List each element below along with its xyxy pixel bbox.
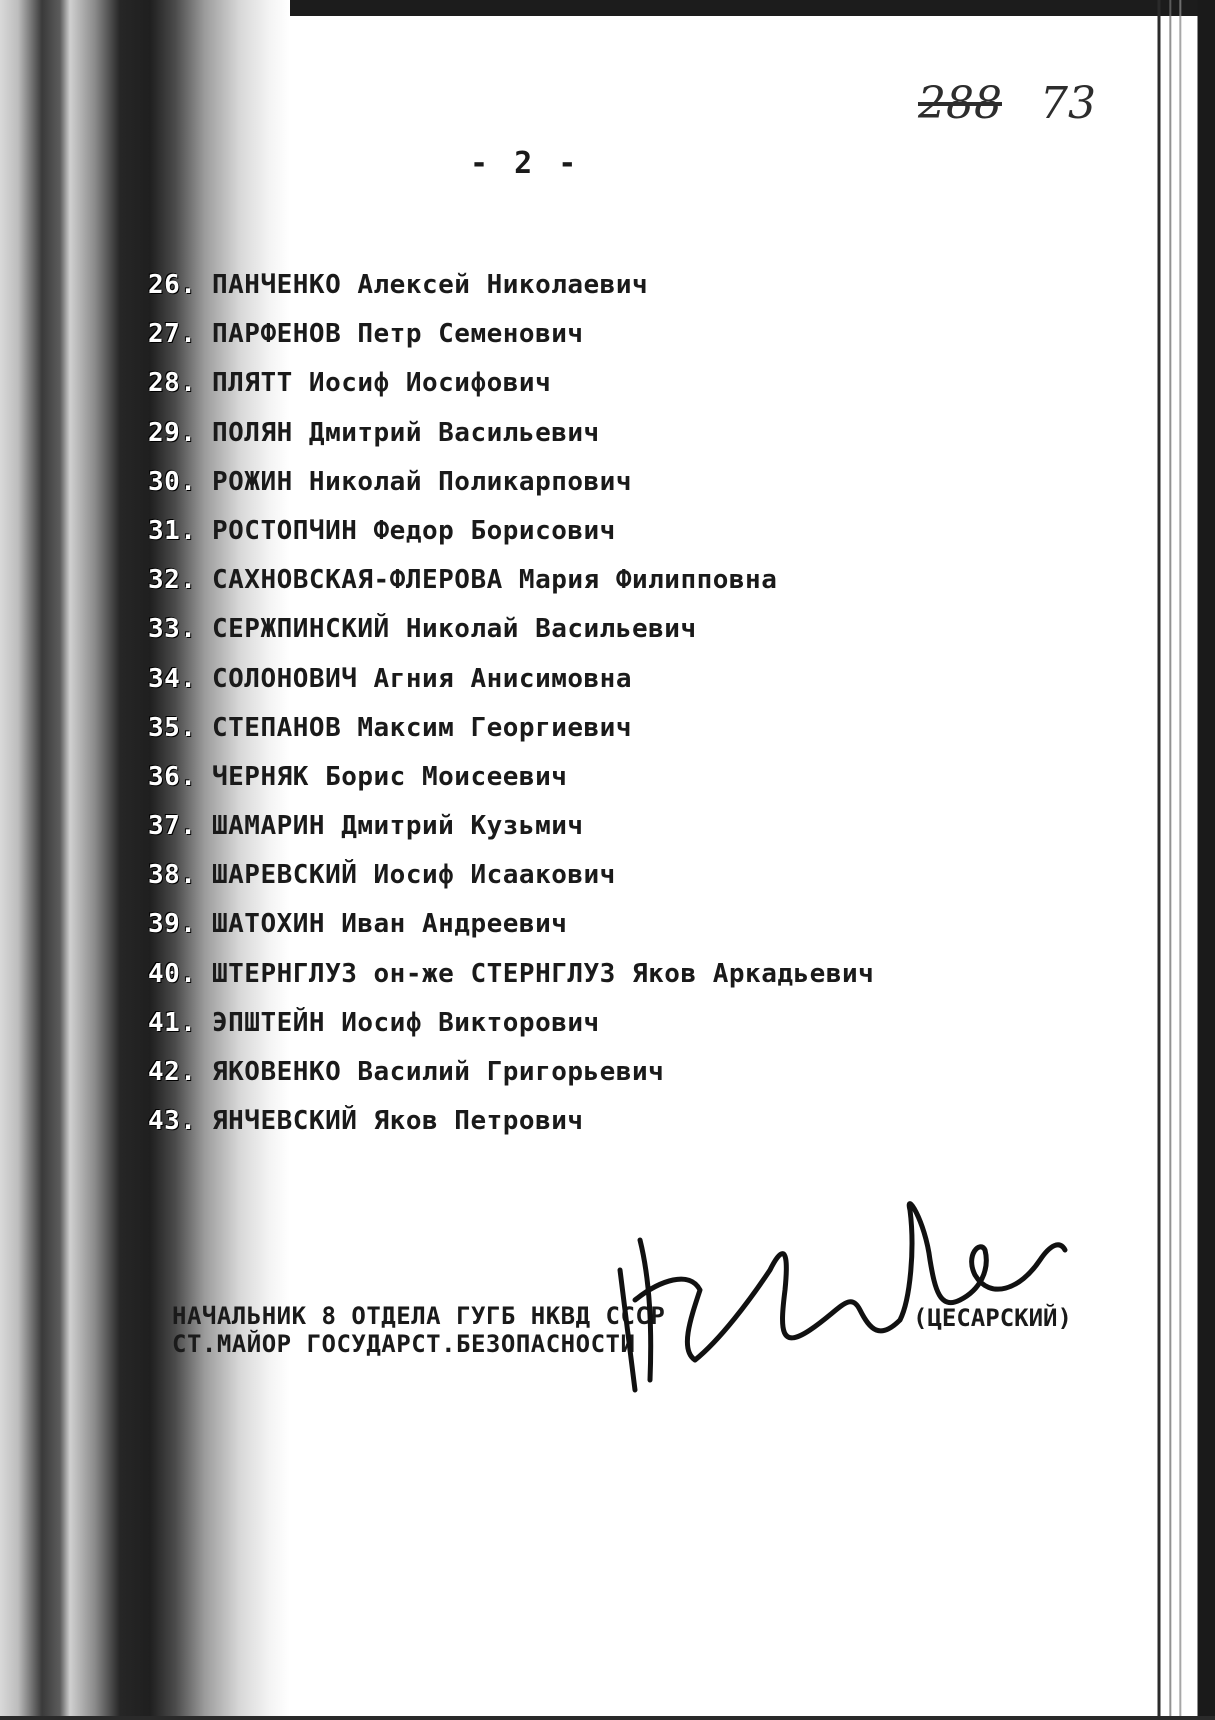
page-stack-edge — [1135, 0, 1215, 1720]
name-list — [148, 270, 1008, 1155]
list-item-name: РОЖИН Николай Поликарпович — [212, 466, 632, 497]
list-item-name: ЭПШТЕЙН Иосиф Викторович — [212, 1007, 600, 1038]
list-item-number: 31. — [148, 515, 197, 546]
list-item-name: ШАМАРИН Дмитрий Кузьмич — [212, 811, 584, 842]
list-item-number: 29. — [148, 417, 197, 448]
list-item-number: 42. — [148, 1057, 197, 1087]
handwritten-signature — [580, 1180, 1080, 1420]
list-item-name: РОСТОПЧИН Федор Борисович — [212, 515, 616, 546]
list-item — [148, 614, 1008, 663]
list-item-number: 39. — [148, 909, 197, 940]
list-item-name: СТЕПАНОВ Максим Георгиевич — [212, 712, 632, 743]
list-item — [148, 762, 1008, 811]
list-item — [148, 713, 1008, 762]
signature-title-line1: НАЧАЛЬНИК 8 ОТДЕЛА ГУГБ НКВД СССР — [172, 1302, 666, 1330]
list-item — [148, 1008, 1008, 1057]
list-item-number: 37. — [148, 811, 197, 842]
list-item — [148, 516, 1008, 565]
list-item-number: 43. — [148, 1106, 197, 1137]
list-item-name: СОЛОНОВИЧ Агния Анисимовна — [212, 663, 632, 694]
list-item — [148, 664, 1008, 713]
list-item-number: 38. — [148, 860, 197, 891]
list-item — [148, 418, 1008, 467]
signature-title-line2: СТ.МАЙОР ГОСУДАРСТ.БЕЗОПАСНОСТИ — [172, 1330, 636, 1358]
list-item-name: ЧЕРНЯК Борис Моисеевич — [212, 761, 568, 792]
folio-number-new: 73 — [1040, 78, 1096, 129]
list-item — [148, 319, 1008, 368]
list-item — [148, 909, 1008, 958]
list-item-name: СЕРЖПИНСКИЙ Николай Васильевич — [212, 614, 697, 645]
list-item-number: 28. — [148, 368, 197, 399]
list-item-number: 40. — [148, 958, 197, 989]
list-item-number: 36. — [148, 761, 197, 792]
list-item-name: ЯНЧЕВСКИЙ Яков Петрович — [212, 1106, 584, 1137]
list-item-name: ПОЛЯН Дмитрий Васильевич — [212, 417, 600, 448]
page-number: - 2 - — [470, 146, 581, 181]
signer-name: (ЦЕСАРСКИЙ) — [913, 1304, 1072, 1332]
list-item-name: ПАНЧЕНКО Алексей Николаевич — [212, 270, 649, 300]
list-item — [148, 368, 1008, 417]
list-item-name: ПЛЯТТ Иосиф Иосифович — [212, 368, 552, 399]
list-item-number: 41. — [148, 1007, 197, 1038]
list-item — [148, 565, 1008, 614]
list-item — [148, 1057, 1008, 1106]
list-item — [148, 811, 1008, 860]
list-item-number: 27. — [148, 319, 197, 350]
list-item-number: 30. — [148, 466, 197, 497]
list-item-number: 35. — [148, 712, 197, 743]
list-item-name: ЯКОВЕНКО Василий Григорьевич — [212, 1057, 665, 1087]
scan-bottom-edge — [0, 1716, 1215, 1720]
list-item — [148, 860, 1008, 909]
list-item — [148, 467, 1008, 516]
list-item-number: 33. — [148, 614, 197, 645]
list-item-number: 34. — [148, 663, 197, 694]
list-item — [148, 959, 1008, 1008]
list-item-number: 26. — [148, 270, 197, 300]
list-item-name: САХНОВСКАЯ-ФЛЕРОВА Мария Филипповна — [212, 565, 778, 596]
list-item — [148, 270, 1008, 319]
list-item-number: 32. — [148, 565, 197, 596]
list-item-name: ПАРФЕНОВ Петр Семенович — [212, 319, 584, 350]
list-item-name: ШАТОХИН Иван Андреевич — [212, 909, 568, 940]
folio-number-old: 288 — [918, 78, 1002, 129]
list-item — [148, 1106, 1008, 1155]
list-item-name: ШТЕРНГЛУЗ он-же СТЕРНГЛУЗ Яков Аркадьевич — [212, 958, 875, 989]
list-item-name: ШАРЕВСКИЙ Иосиф Исаакович — [212, 860, 616, 891]
